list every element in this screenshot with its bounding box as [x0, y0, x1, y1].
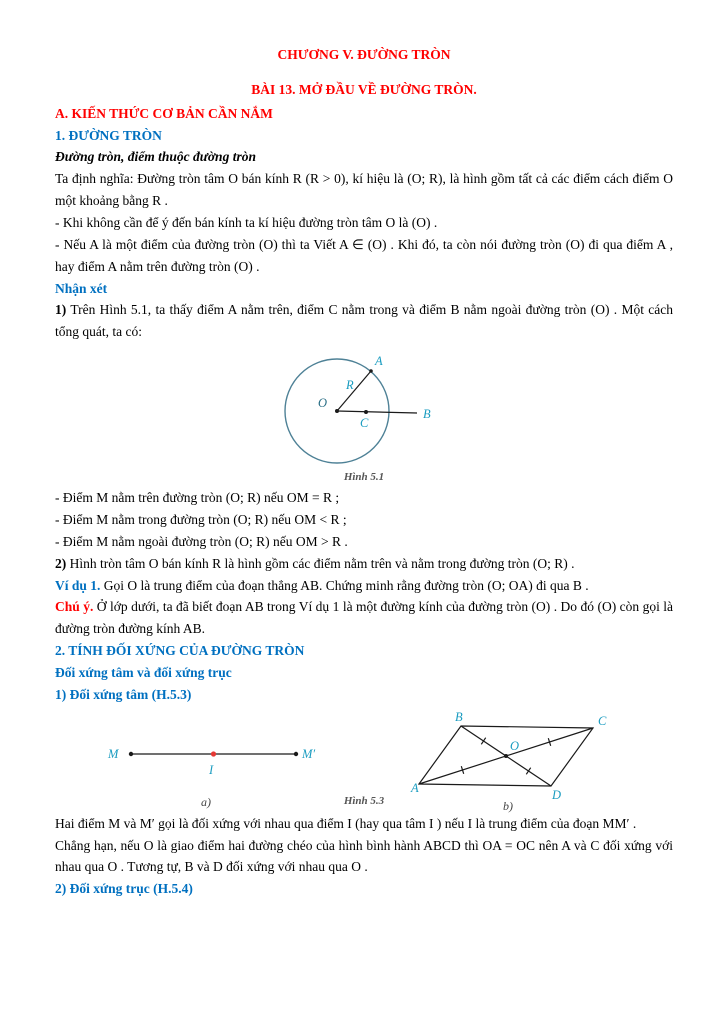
sublabel-a: a)	[200, 794, 211, 809]
label-C: C	[360, 416, 369, 431]
tick-OB	[481, 737, 485, 744]
label-I: I	[208, 762, 213, 777]
para-parallelogram: Chẳng hạn, nếu O là giao điểm hai đường chéo của hình bình hành ABCD thì OA = OC nên A và C đối xứng với nhau qua O . Tương tự, B và D đối xứng với nhau qua O .	[55, 837, 673, 875]
chapter-heading: CHƯƠNG V. ĐƯỜNG TRÒN	[277, 47, 451, 62]
remark-1-text: Trên Hình 5.1, ta thấy điểm A nằm trên, điểm C nằm trong và điểm B nằm ngoài đường tròn (O) . Một cách tổng quát, ta có:	[55, 302, 673, 340]
note-lead: Chú ý.	[55, 599, 94, 615]
note-text: Ở lớp dưới, ta đã biết đoạn AB trong Ví dụ 1 là một đường kính của đường tròn (O) . Do đó (O) còn gọi là đường tròn đường kính AB.	[55, 599, 674, 637]
label-O: O	[318, 396, 328, 411]
point-Mprime-dot	[293, 752, 297, 756]
figure-5-3-caption: Hình 5.3	[343, 794, 385, 807]
label-C: C	[597, 713, 606, 728]
para-example-1	[55, 575, 673, 597]
label-A: A	[410, 780, 419, 795]
para-note	[55, 596, 673, 640]
item-1-heading: 1) Đối xứng tâm (H.5.3)	[55, 686, 192, 702]
bullet-on-circle: - Điểm M nằm trên đường tròn (O; R) nếu OM = R ;	[55, 490, 340, 506]
para-remark-1	[55, 299, 673, 343]
line-O-to-B	[337, 411, 417, 413]
example-1-lead: Ví dụ 1.	[55, 577, 101, 593]
sublabel-b: b)	[502, 798, 513, 813]
label-D: D	[551, 787, 561, 802]
label-R: R	[346, 378, 354, 393]
bullet-inside-circle: - Điểm M nằm trong đường tròn (O; R) nếu OM < R ;	[55, 512, 347, 528]
point-O-dot	[335, 409, 339, 413]
para-symmetry-definition: Hai điểm M và M′ gọi là đối xứng với nhau qua điểm I (hay qua tâm I ) nếu I là trung điểm của đoạn MM′ .	[55, 815, 637, 831]
section-1-subheading: Đường tròn, điểm thuộc đường tròn	[55, 149, 256, 165]
point-C-dot	[364, 410, 368, 414]
para-note-no-radius: - Khi không cần để ý đến bán kính ta kí hiệu đường tròn tâm O là (O) .	[55, 215, 438, 231]
figure-5-1-caption: Hình 5.1	[343, 471, 385, 484]
figure-5-1	[55, 345, 673, 483]
bullet-outside-circle: - Điểm M nằm ngoài đường tròn (O; R) nếu OM > R .	[55, 533, 348, 549]
point-O-dot	[504, 754, 508, 758]
radius-OA-line	[337, 371, 371, 411]
lesson-heading: BÀI 13. MỞ ĐẦU VỀ ĐƯỜNG TRÒN.	[251, 81, 477, 97]
remark-1-lead: 1)	[55, 302, 67, 318]
remark-2-lead: 2)	[55, 555, 67, 571]
point-M-dot	[128, 752, 132, 756]
label-B: B	[423, 407, 431, 422]
remark-2-text: Hình tròn tâm O bán kính R là hình gồm các điểm nằm trên và nằm trong đường tròn (O; R) .	[66, 555, 575, 571]
figure-5-3	[55, 709, 673, 813]
section-2-subheading: Đối xứng tâm và đối xứng trục	[55, 665, 232, 681]
label-B: B	[454, 709, 463, 724]
midpoint-I-dot	[210, 751, 215, 756]
label-M: M	[107, 746, 118, 761]
para-definition: Ta định nghĩa: Đường tròn tâm O bán kính R (R > 0), kí hiệu là (O; R), là hình gồm tất cả các điểm cách điểm O một khoảng bằng R .	[55, 171, 673, 209]
item-2-heading: 2) Đối xứng trục (H.5.4)	[55, 881, 193, 897]
segment-symmetry-diagram	[106, 722, 316, 812]
para-remark-2	[55, 553, 673, 575]
section-1-heading: 1. ĐƯỜNG TRÒN	[55, 127, 162, 143]
label-O: O	[509, 738, 519, 753]
point-A-dot	[369, 369, 373, 373]
section-2-heading: 2. TÍNH ĐỐI XỨNG CỦA ĐƯỜNG TRÒN	[55, 643, 305, 659]
label-A: A	[375, 354, 383, 369]
para-note-membership: - Nếu A là một điểm của đường tròn (O) thì ta Viết A ∈ (O) . Khi đó, ta còn nói đường tròn (O) đi qua điểm A , hay điểm A nằm trên đường tròn (O) .	[55, 236, 673, 274]
remark-heading: Nhận xét	[55, 280, 108, 296]
label-M-prime: M′	[301, 746, 315, 761]
circle-diagram	[249, 345, 479, 471]
tick-OD	[526, 767, 530, 774]
example-1-text: Gọi O là trung điểm của đoạn thẳng AB. Chứng minh rằng đường tròn (O; OA) đi qua B .	[100, 577, 589, 593]
section-a-heading: A. KIẾN THỨC CƠ BẢN CẦN NẮM	[55, 105, 273, 121]
parallelogram-diagram	[411, 710, 623, 812]
